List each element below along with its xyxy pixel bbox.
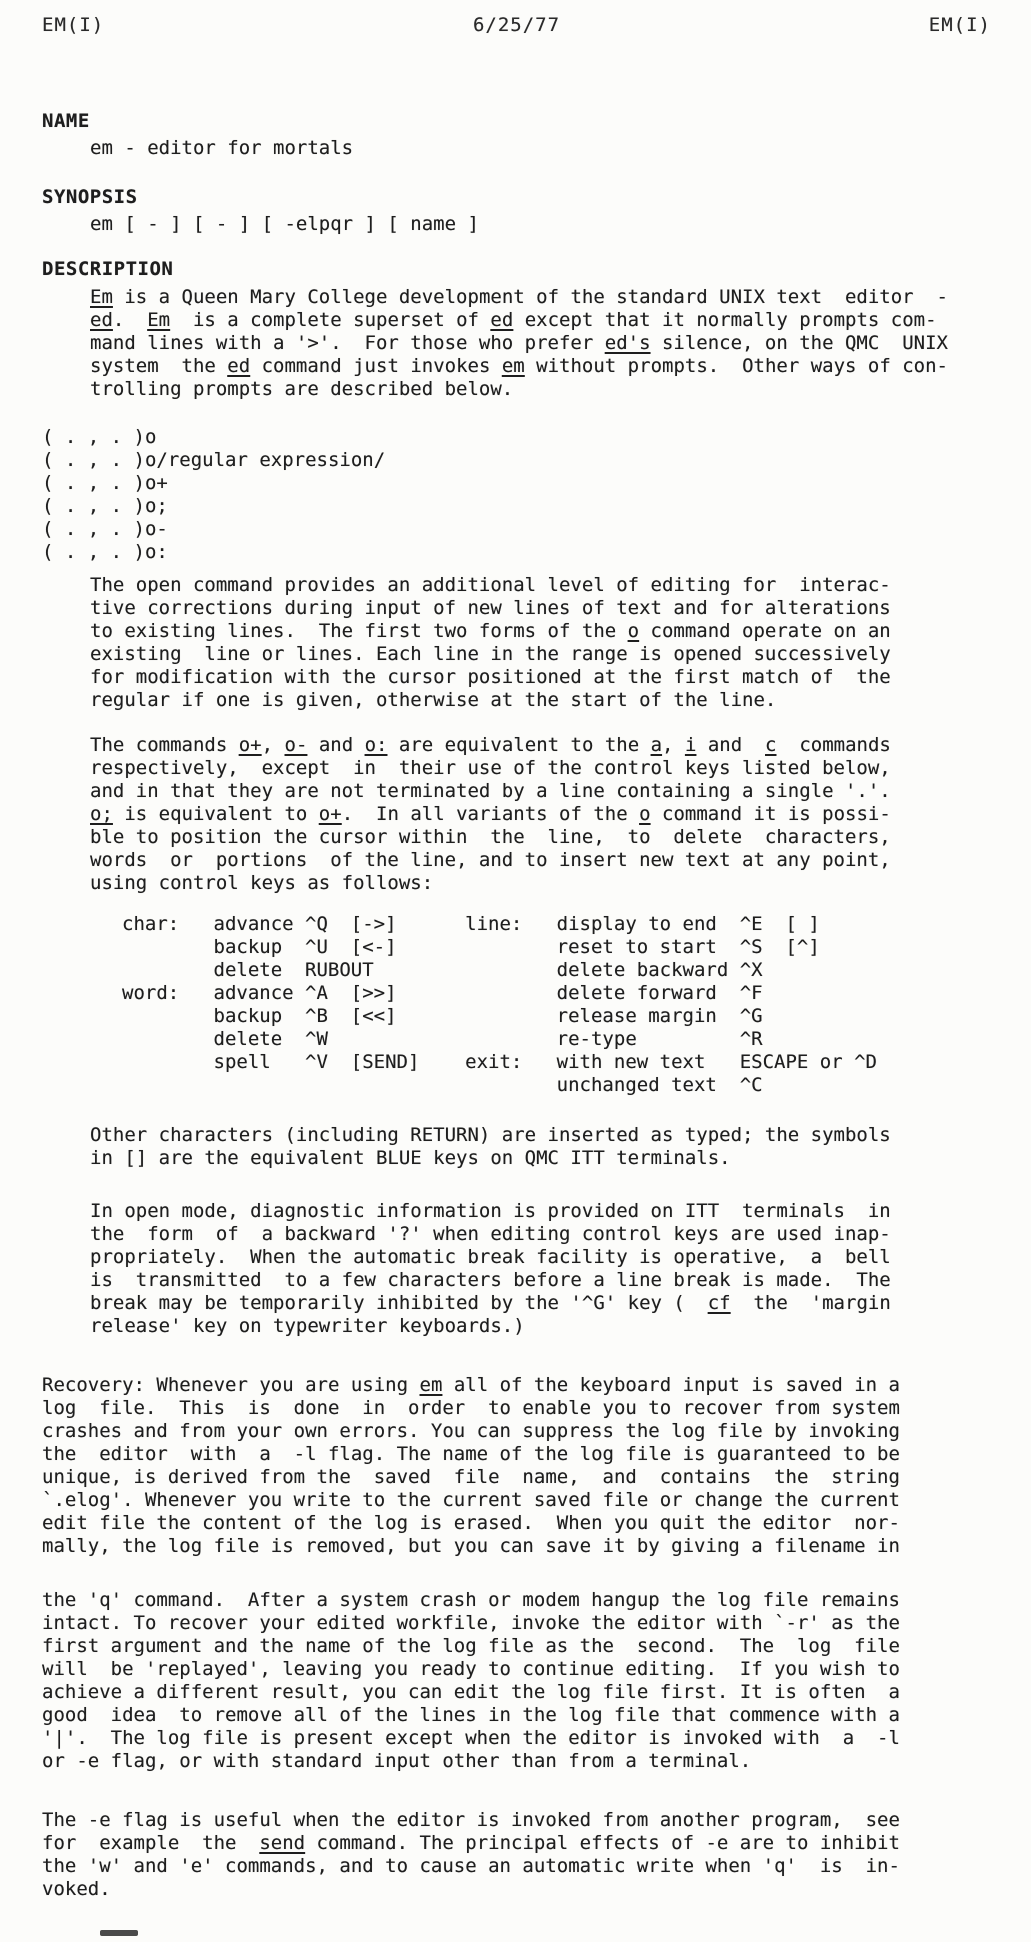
text-line: ( . , . )o [42,426,157,448]
text-line: edit file the content of the log is erased. When you quit the editor nor- [42,1512,900,1534]
text-line: The commands o+, o- and o: are equivalent to the a, i and c commands [90,734,891,756]
scan-artifact [100,1930,138,1936]
text-line: ( . , . )o+ [42,472,168,494]
text-line: ed. Em is a complete superset of ed except that it normally prompts com- [90,309,937,331]
text-line: backup ^U [<-] reset to start ^S [^] [122,936,820,958]
text-line: char: advance ^Q [->] line: display to end ^E [ ] [122,913,820,935]
text-line: existing line or lines. Each line in the range is opened successively [90,643,891,665]
open-command-paragraph-1 [90,574,991,712]
underlined-text: o; [90,803,113,825]
text-line: for modification with the cursor positioned at the first match of the [90,666,891,688]
control-keys-table [122,913,991,1097]
underlined-text: ed's [604,332,651,354]
text-line: using control keys as follows: [90,872,434,894]
synopsis-body [90,213,991,236]
underlined-text: em [419,1374,443,1396]
text-line: the form of a backward '?' when editing control keys are used inap- [90,1223,891,1245]
text-line: delete ^W re-type ^R [122,1028,763,1050]
text-line: ( . , . )o: [42,541,168,563]
text-line: word: advance ^A [>>] delete forward ^F [122,982,763,1004]
underlined-text: ed [490,309,514,331]
text-line: for example the send command. The principal effects of -e are to inhibit [42,1832,900,1854]
text-line: system the ed command just invokes em without prompts. Other ways of con- [90,355,948,377]
page-header [42,14,991,37]
text-line: the editor with a -l flag. The name of the log file is guaranteed to be [42,1443,900,1465]
text-line: release' key on typewriter keyboards.) [90,1315,525,1337]
underlined-text: i [684,734,697,756]
text-line: the 'q' command. After a system crash or modem hangup the log file remains [42,1589,900,1611]
name-body [90,137,991,160]
text-line: the 'w' and 'e' commands, and to cause an automatic write when 'q' is in- [42,1855,900,1877]
header-date: 6/25/77 [472,14,561,36]
underlined-text: o [639,803,651,825]
underlined-text: em [501,355,525,377]
underlined-text: c [765,734,777,756]
text-line: `.elog'. Whenever you write to the current saved file or change the current [42,1489,900,1511]
text-line: ble to position the cursor within the line, to delete characters, [90,826,891,848]
underlined-text: ed [90,309,113,331]
underlined-text: o: [364,734,388,756]
text-line: em [ - ] [ - ] [ -elpqr ] [ name ] [90,213,479,235]
text-line: propriately. When the automatic break facility is operative, a bell [90,1246,891,1268]
text-line: trolling prompts are described below. [90,378,514,400]
text-line: mand lines with a '>'. For those who prefer ed's silence, on the QMC UNIX [90,332,948,354]
header-right-title: EM(I) [928,14,991,36]
text-line: o; is equivalent to o+. In all variants of the o command it is possi- [90,803,891,825]
text-line: tive corrections during input of new lines of text and for alterations [90,597,891,619]
text-line: first argument and the name of the log file as the second. The log file [42,1635,900,1657]
blue-keys-note [90,1124,991,1170]
text-line: or -e flag, or with standard input other than from a terminal. [42,1750,752,1772]
text-line: backup ^B [<<] release margin ^G [122,1005,763,1027]
e-flag-paragraph [42,1809,991,1901]
text-line: to existing lines. The first two forms of the o command operate on an [90,620,891,642]
underlined-text: Em [147,309,171,331]
underlined-text: o- [284,734,308,756]
text-line: Other characters (including RETURN) are inserted as typed; the symbols [90,1124,891,1146]
text-line: is transmitted to a few characters before a line break is made. The [90,1269,891,1291]
text-line: break may be temporarily inhibited by the '^G' key ( cf the 'margin [90,1292,891,1314]
section-heading-description: DESCRIPTION [42,258,174,280]
underlined-text: o [627,620,640,642]
underlined-text: send [259,1832,306,1854]
text-line: unique, is derived from the saved file name, and contains the string [42,1466,900,1488]
text-line: ( . , . )o; [42,495,168,517]
text-line: words or portions of the line, and to insert new text at any point, [90,849,891,871]
underlined-text: o+ [318,803,342,825]
text-line: regular if one is given, otherwise at the start of the line. [90,689,777,711]
text-line: Recovery: Whenever you are using em all of the keyboard input is saved in a [42,1374,900,1396]
underlined-text: cf [707,1292,731,1314]
text-line: The -e flag is useful when the editor is invoked from another program, see [42,1809,900,1831]
text-line: ( . , . )o- [42,518,168,540]
text-line: em - editor for mortals [90,137,354,159]
text-line: The open command provides an additional level of editing for interac- [90,574,891,596]
text-line: unchanged text ^C [122,1074,763,1096]
text-line: voked. [42,1878,111,1900]
text-line: in [] are the equivalent BLUE keys on QMC ITT terminals. [90,1147,731,1169]
section-heading-name: NAME [42,110,90,132]
replay-paragraph [42,1589,991,1773]
text-line: mally, the log file is removed, but you can save it by giving a filename in [42,1535,900,1557]
text-line: In open mode, diagnostic information is provided on ITT terminals in [90,1200,891,1222]
open-command-forms [42,426,991,564]
text-line: respectively, except in their use of the control keys listed below, [90,757,891,779]
text-line: and in that they are not terminated by a line containing a single '.'. [90,780,891,802]
diagnostics-paragraph [90,1200,991,1338]
text-line: Em is a Queen Mary College development of the standard UNIX text editor - [90,286,948,308]
text-line: '|'. The log file is present except when the editor is invoked with a -l [42,1727,900,1749]
underlined-text: o+ [238,734,262,756]
header-left-title: EM(I) [42,14,105,36]
text-line: good idea to remove all of the lines in the log file that commence with a [42,1704,900,1726]
text-line: will be 'replayed', leaving you ready to continue editing. If you wish to [42,1658,900,1680]
underlined-text: Em [90,286,113,308]
description-paragraph [90,286,991,401]
open-command-paragraph-2 [90,734,991,895]
section-heading-synopsis: SYNOPSIS [42,186,138,208]
text-line: crashes and from your own errors. You can suppress the log file by invoking [42,1420,900,1442]
text-line: log file. This is done in order to enable you to recover from system [42,1397,900,1419]
recovery-paragraph [42,1374,991,1558]
text-line: achieve a different result, you can edit the log file first. It is often a [42,1681,900,1703]
text-line: spell ^V [SEND] exit: with new text ESCAPE or ^D [122,1051,877,1073]
text-line: ( . , . )o/regular expression/ [42,449,386,471]
underlined-text: ed [227,355,251,377]
underlined-text: a [650,734,663,756]
text-line: intact. To recover your edited workfile, invoke the editor with `-r' as the [42,1612,900,1634]
text-line: delete RUBOUT delete backward ^X [122,959,763,981]
